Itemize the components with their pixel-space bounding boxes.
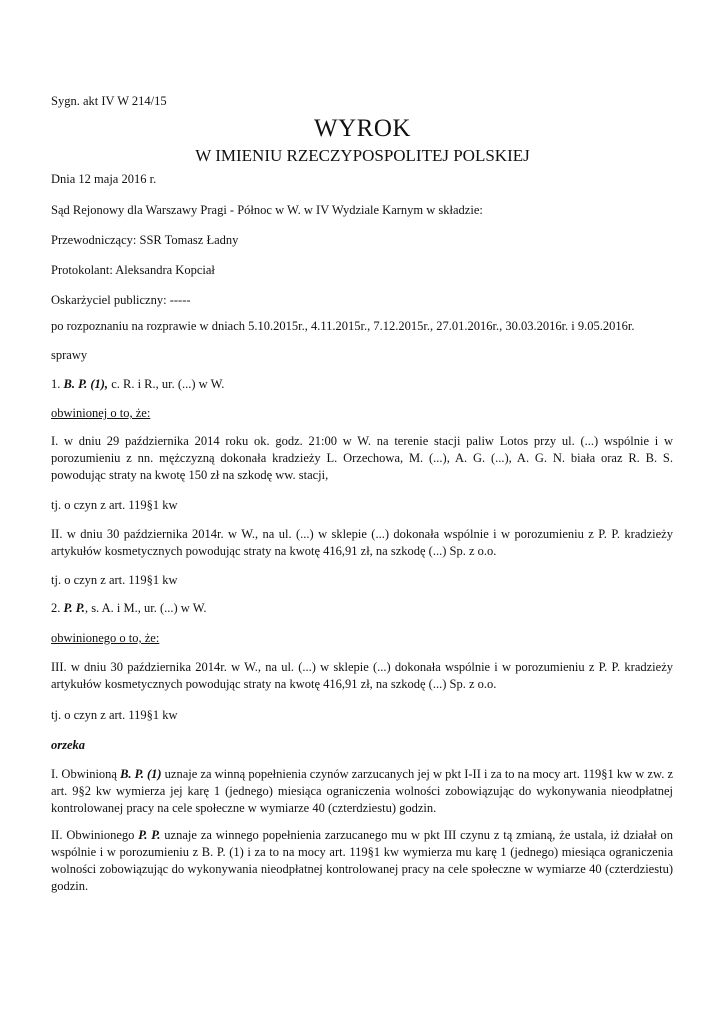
defendant-1-details: c. R. i R., ur. (...) w W. — [108, 377, 225, 391]
case-signature: Sygn. akt IV W 214/15 — [51, 94, 167, 108]
charge-III-article: tj. o czyn z art. 119§1 kw — [51, 708, 178, 722]
defendant-1-name: B. P. (1), — [63, 377, 109, 391]
charge-I-article: tj. o czyn z art. 119§1 kw — [51, 498, 178, 512]
public-prosecutor: Oskarżyciel publiczny: ----- — [51, 293, 191, 307]
charge-II: II. w dniu 30 października 2014r. w W., na ul. (...) w sklepie (...) dokonała wspólnie i w porozumieniu z P. P. kradzieży artykułów kosmetycznych powodując straty na kwotę 416,91 zł, na szkodę (...) Sp. z o.o. — [51, 527, 673, 558]
charge-I: I. w dniu 29 października 2014 roku ok. godz. 21:00 w W. na terenie stacji paliw Lotos przy ul. (...) wspólnie i w porozumieniu z nn. mężczyzną dokonała kradzieży L. Orzechowa, M. (...), A. G. (...), A. G. N. biała oraz R. B. S. powodując straty na kwotę 150 zł na szkodę ww. stacji, — [51, 434, 673, 482]
defendant-2-name: P. P. — [63, 601, 85, 615]
court-clerk: Protokolant: Aleksandra Kopciał — [51, 263, 215, 277]
court-composition: Sąd Rejonowy dla Warszawy Pragi - Północ w W. w IV Wydziale Karnym w składzie: — [51, 203, 483, 217]
presiding-judge: Przewodniczący: SSR Tomasz Ładny — [51, 233, 239, 247]
verdict-II-prefix: II. Obwinionego — [51, 828, 139, 842]
judgment-date: Dnia 12 maja 2016 r. — [51, 172, 157, 186]
document-subtitle: W IMIENIU RZECZYPOSPOLITEJ POLSKIEJ — [195, 146, 530, 165]
defendant-1-line — [51, 376, 673, 393]
defendant-2-number: 2. — [51, 601, 64, 615]
defendant-1-number: 1. — [51, 377, 64, 391]
case-label: sprawy — [51, 348, 88, 362]
verdict-point-I — [51, 766, 673, 817]
document-title: WYROK — [314, 115, 411, 142]
verdict-point-II — [51, 827, 673, 895]
charge-III: III. w dniu 30 października 2014r. w W., na ul. (...) w sklepie (...) dokonała wspólnie i w porozumieniu z P. P. kradzieży artykułów kosmetycznych powodując straty na kwotę 416,91 zł, na szkodę (...) Sp. z o.o. — [51, 660, 673, 691]
verdict-I-text: uznaje za winną popełnienia czynów zarzucanych jej w pkt I-II i za to na mocy art. 119§1 kw w zw. z art. 9§2 kw wymierza jej karę 1 (jednego) miesiąca ograniczenia wolności zobowiązując do wykonywania nieodpłatnej kontrolowanej pracy na cele społeczne w wymiarze 40 (czterdziestu) godzin. — [51, 767, 673, 815]
defendant-1-charged-heading: obwinionej o to, że: — [51, 406, 151, 420]
hearing-dates: po rozpoznaniu na rozprawie w dniach 5.10.2015r., 4.11.2015r., 7.12.2015r., 27.01.2016r., 30.03.2016r. i 9.05.2016r. — [51, 319, 635, 333]
defendant-2-line — [51, 600, 673, 617]
verdict-I-name: B. P. (1) — [120, 767, 162, 781]
verdict-II-text: uznaje za winnego popełnienia zarzucanego mu w pkt III czynu z tą zmianą, że ustala, iż działał on wspólnie i w porozumieniu z B. P. (1) i za to na mocy art. 119§1 kw wymierza mu karę 1 (jednego) miesiąca ograniczenia wolności zobowiązując do wykonywania nieodpłatnej kontrolowanej pracy na cele społeczne w wymiarze 40 (czterdziestu) godzin. — [51, 828, 673, 893]
defendant-2-details: , s. A. i M., ur. (...) w W. — [84, 601, 207, 615]
verdict-heading: orzeka — [51, 738, 86, 752]
defendant-2-charged-heading: obwinionego o to, że: — [51, 631, 160, 645]
verdict-II-name: P. P. — [138, 828, 161, 842]
verdict-I-prefix: I. Obwinioną — [51, 767, 121, 781]
charge-II-article: tj. o czyn z art. 119§1 kw — [51, 573, 178, 587]
